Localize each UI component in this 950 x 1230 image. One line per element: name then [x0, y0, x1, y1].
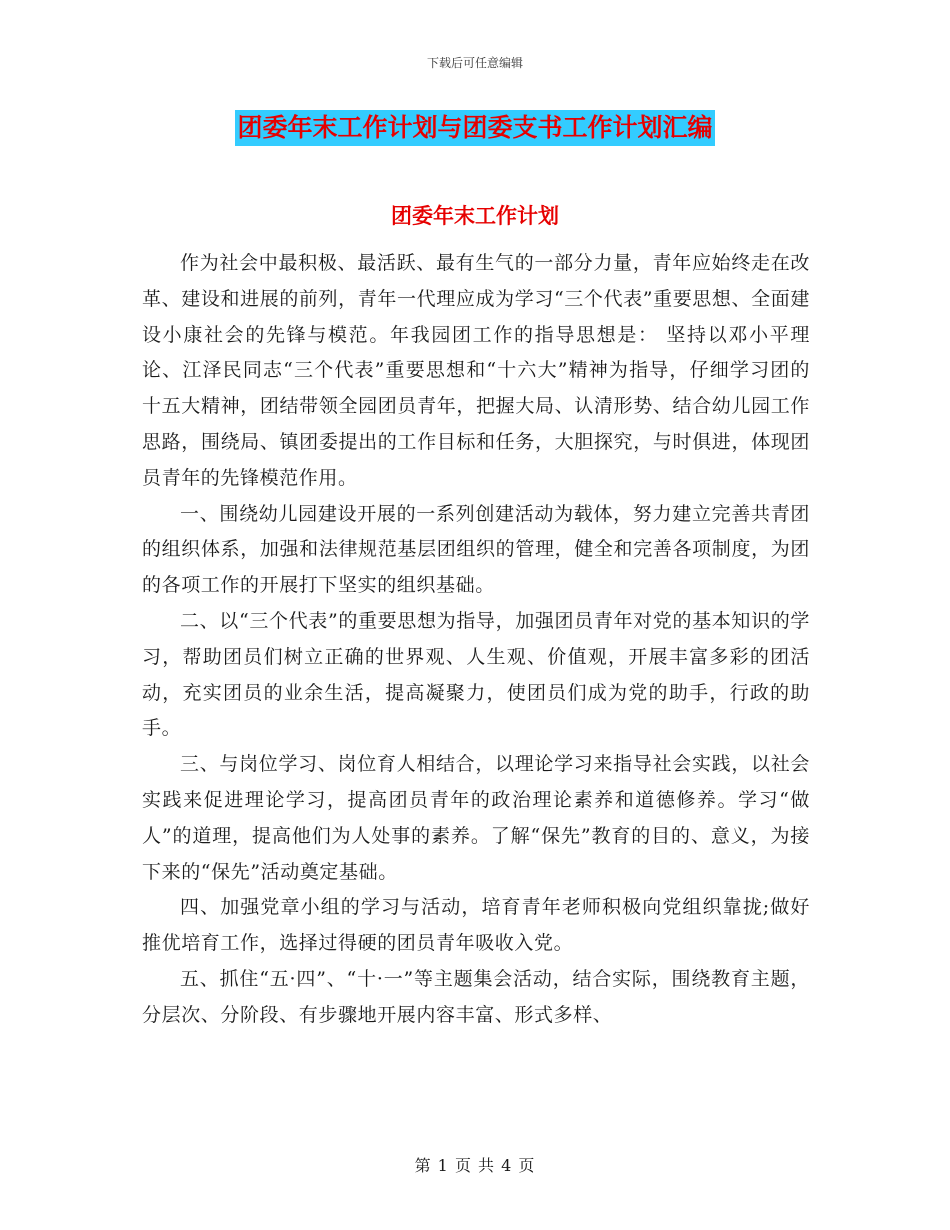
section-title: 团委年末工作计划: [391, 204, 559, 228]
paragraph-item-2: 二、以“三个代表”的重要思想为指导，加强团员青年对党的基本知识的学习，帮助团员们树立正确的世界观、人生观、价值观，开展丰富多彩的团活动，充实团员的业余生活，提高凝聚力，使团员们成为党的助手，行政的助手。: [142, 609, 810, 740]
header-note: 下载后可任意编辑: [426, 56, 523, 70]
paragraph-item-4: 四、加强党章小组的学习与活动，培育青年老师积极向党组织靠拢;做好推优培育工作，选择过得硬的团员青年吸收入党。: [142, 896, 810, 955]
paragraph-intro: 作为社会中最积极、最活跃、最有生气的一部分力量，青年应始终走在改革、建设和进展的前列，青年一代理应成为学习“三个代表”重要思想、全面建设小康社会的先锋与模范。年我园团工作的指导思想是： 坚持以邓小平理论、江泽民同志“三个代表”重要思想和“十六大”精神为指导，仔细学习团的十五大精神，团结带领全园团员青年，把握大局、认清形势、结合幼儿园工作思路，围绕局、镇团委提出的工作目标和任务，大胆探究，与时俱进，体现团员青年的先锋模范作用。: [142, 252, 810, 489]
document-body: [142, 246, 810, 1034]
paragraph-item-3: 三、与岗位学习、岗位育人相结合，以理论学习来指导社会实践，以社会实践来促进理论学习，提高团员青年的政治理论素养和道德修养。学习“做人”的道理，提高他们为人处事的素养。了解“保先”教育的目的、意义，为接下来的“保先”活动奠定基础。: [142, 753, 810, 883]
page-number-footer: 第 1 页 共 4 页: [414, 1156, 536, 1175]
paragraph-item-5: 五、抓住“五·四”、“十·一”等主题集会活动，结合实际，围绕教育主题，分层次、分阶段、有步骤地开展内容丰富、形式多样、: [142, 967, 810, 1026]
main-title-container: [0, 110, 950, 146]
paragraph-item-1: 一、围绕幼儿园建设开展的一系列创建活动为载体，努力建立完善共青团的组织体系，加强和法律规范基层团组织的管理，健全和完善各项制度，为团的各项工作的开展打下坚实的组织基础。: [142, 502, 810, 597]
document-title: 团委年末工作计划与团委支书工作计划汇编: [235, 110, 714, 146]
